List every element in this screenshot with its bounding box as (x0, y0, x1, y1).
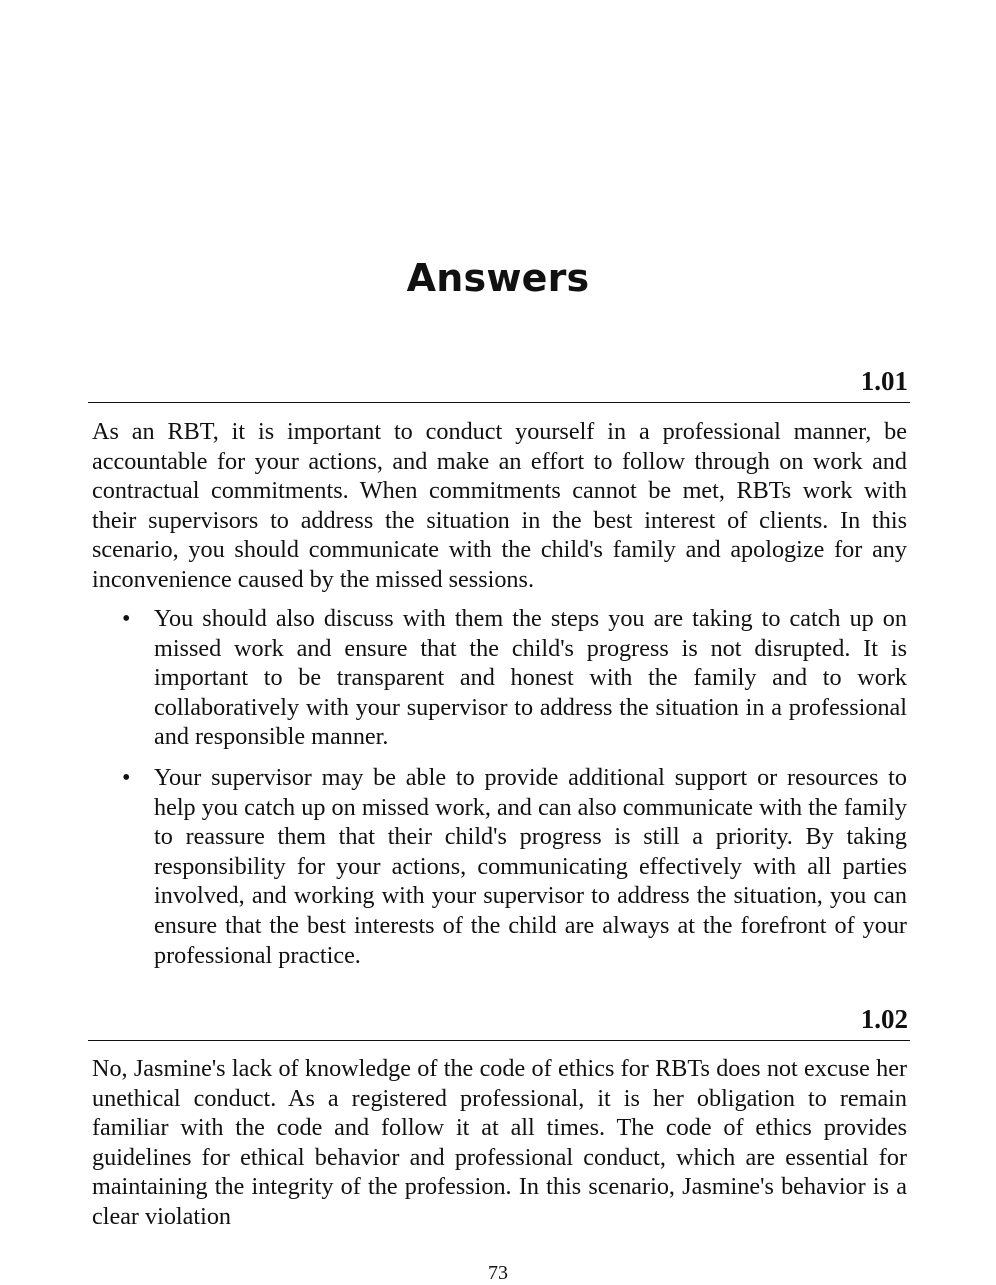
answer-bullet-list (92, 604, 907, 981)
bullet-icon: • (122, 605, 131, 632)
section-divider (88, 402, 910, 403)
section-number: 1.01 (860, 366, 908, 396)
page-heading: Answers (406, 256, 590, 300)
bullet-text: You should also discuss with them the steps you are taking to catch up on missed work and ensure that the child's progress is not disrupted. It is important to be transparent and honest with the family and to work collaboratively with your supervisor to address the situation in a professional and responsible manner. (154, 605, 907, 751)
answer-paragraph: No, Jasmine's lack of knowledge of the code of ethics for RBTs does not excuse her unethical conduct. As a registered professional, it is her obligation to remain familiar with the code and follow it at all times. The code of ethics provides guidelines for ethical behavior and professional conduct, which are essential for maintaining the integrity of the profession. In this scenario, Jasmine's behavior is a clear violation (92, 1055, 907, 1230)
answer-paragraph: As an RBT, it is important to conduct yourself in a professional manner, be accountable for your actions, and make an effort to follow through on work and contractual commitments. When commitments cannot be met, RBTs work with their supervisors to address the situation in the best interest of clients. In this scenario, you should communicate with the child's family and apologize for any inconvenience caused by the missed sessions. (92, 418, 907, 593)
section-number: 1.02 (860, 1004, 908, 1034)
bullet-item (92, 763, 907, 970)
bullet-item (92, 604, 907, 752)
section-divider (88, 1040, 910, 1041)
bullet-icon: • (122, 763, 131, 791)
bullet-text: Your supervisor may be able to provide additional support or resources to help you catch up on missed work, and can also communicate with the family to reassure them that their child's progress is still a priority. By taking responsibility for your actions, communicating effectively with all parties involved, and working with your supervisor to address the situation, you can ensure that the best interests of the child are always at the forefront of your professional practice. (154, 763, 907, 969)
page-number: 73 (488, 1262, 508, 1284)
